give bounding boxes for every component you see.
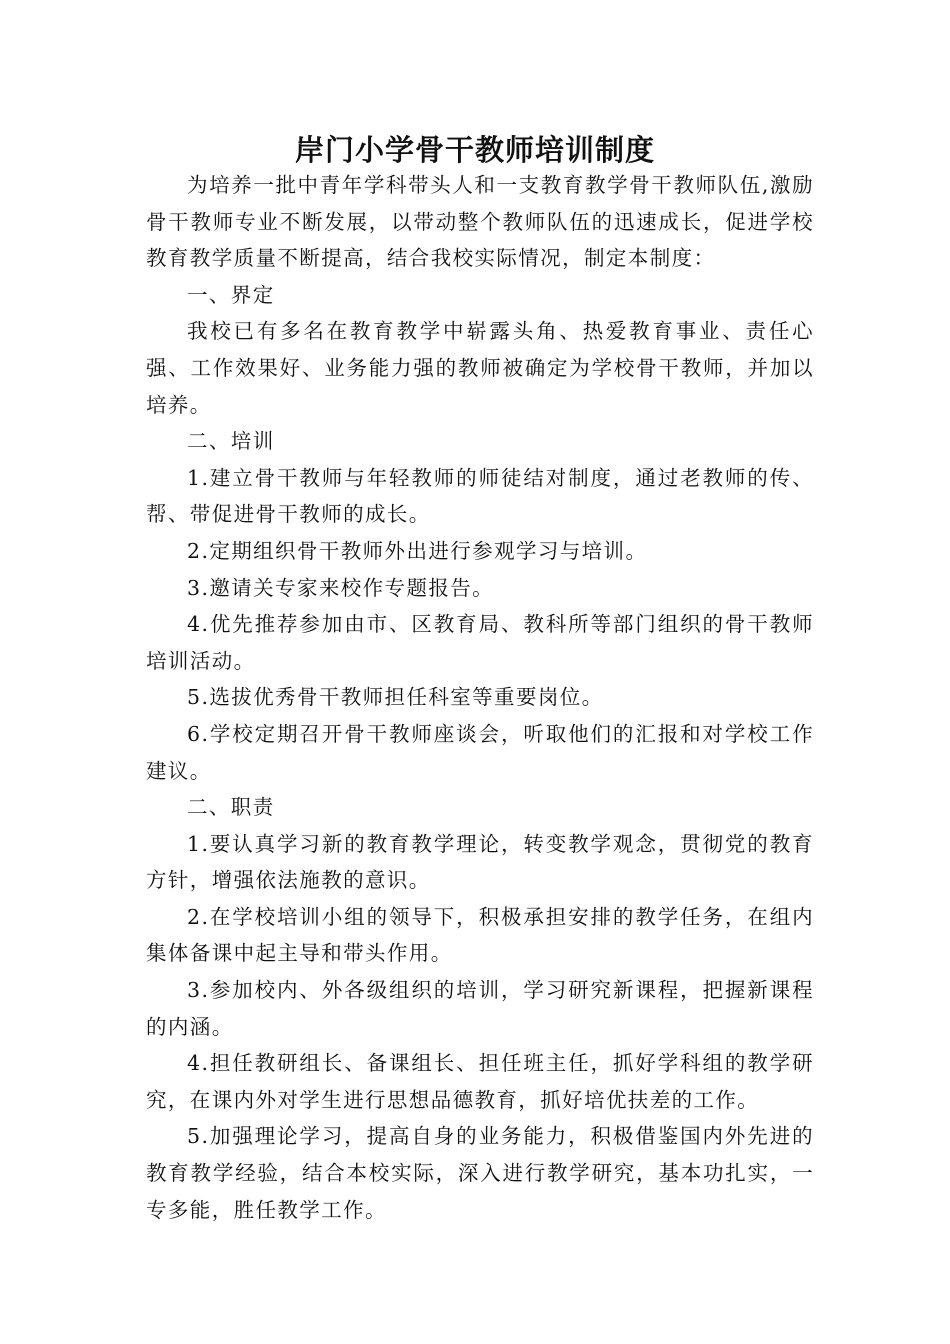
section-heading-duties: 二、职责 xyxy=(187,795,275,820)
duty-item: 2.在学校培训小组的领导下，积极承担安排的教学任务，在组内集体备课中起主导和带头作用。 xyxy=(146,904,814,966)
duty-item: 3.参加校内、外各级组织的培训，学习研究新课程，把握新课程的内涵。 xyxy=(146,978,814,1039)
training-item: 1.建立骨干教师与年轻教师的师徒结对制度，通过老教师的传、帮、带促进骨干教师的成长。 xyxy=(146,465,814,527)
training-item: 2.定期组织骨干教师外出进行参观学习与培训。 xyxy=(187,538,648,563)
duty-item: 1.要认真学习新的教育教学理论，转变教学观念，贯彻党的教育方针，增强依法施教的意识。 xyxy=(146,831,814,893)
definition-paragraph: 我校已有多名在教育教学中崭露头角、热爱教育事业、责任心强、工作效果好、业务能力强的教师被确定为学校骨干教师，并加以培养。 xyxy=(146,319,814,417)
training-item: 6.学校定期召开骨干教师座谈会，听取他们的汇报和对学校工作建议。 xyxy=(146,721,814,783)
section-heading-definition: 一、界定 xyxy=(187,282,275,307)
duty-item: 4.担任教研组长、备课组长、担任班主任，抓好学科组的教学研究，在课内外对学生进行思想品德教育，抓好培优扶差的工作。 xyxy=(146,1051,814,1112)
document-title: 岸门小学骨干教师培训制度 xyxy=(294,133,655,167)
intro-paragraph: 为培养一批中青年学科带头人和一支教育教学骨干教师队伍,激励骨干教师专业不断发展，以带动整个教师队伍的迅速成长，促进学校教育教学质量不断提高，结合我校实际情况，制定本制度： xyxy=(146,173,814,271)
training-item: 3.邀请关专家来校作专题报告。 xyxy=(187,575,495,600)
document-body xyxy=(146,167,814,1228)
training-item: 4.优先推荐参加由市、区教育局、教科所等部门组织的骨干教师培训活动。 xyxy=(146,612,814,673)
duty-item: 5.加强理论学习，提高自身的业务能力，积极借鉴国内外先进的教育教学经验，结合本校实际，深入进行教学研究，基本功扎实，一专多能，胜任教学工作。 xyxy=(146,1124,814,1222)
section-heading-training: 二、培训 xyxy=(187,429,275,454)
training-item: 5.选拔优秀骨干教师担任科室等重要岗位。 xyxy=(187,685,604,710)
